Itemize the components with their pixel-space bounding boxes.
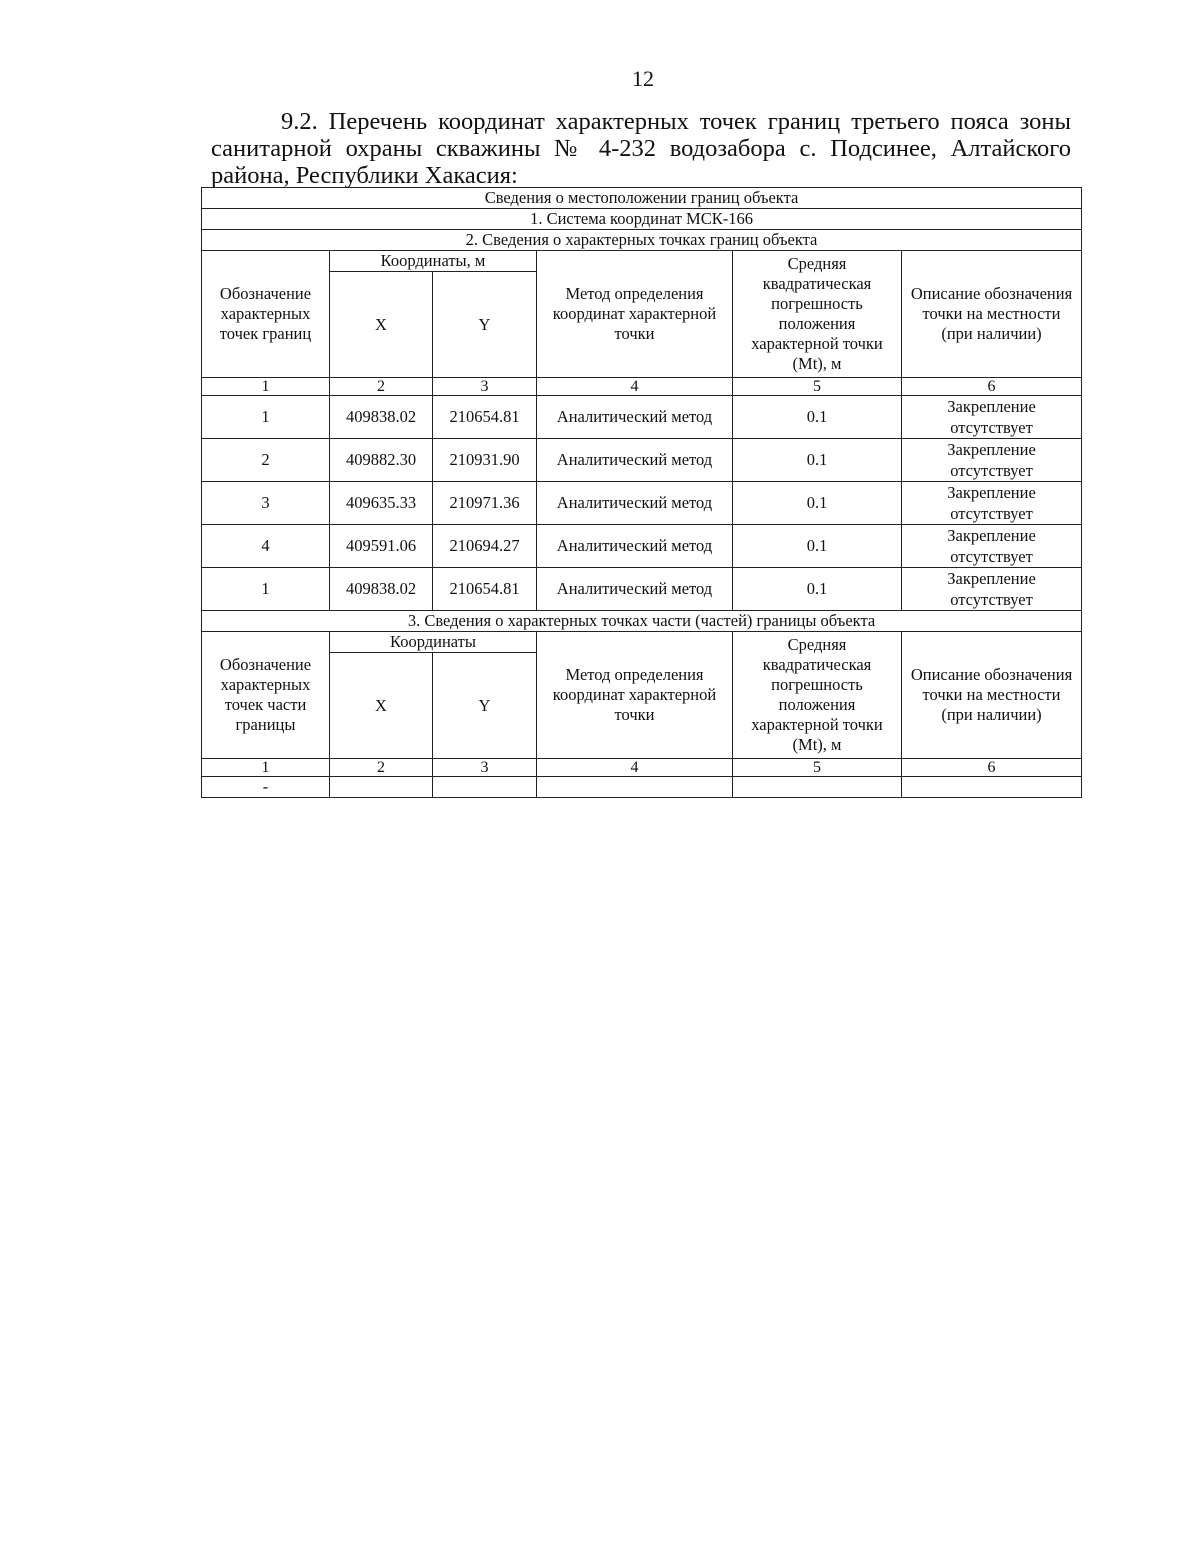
header-part-description: Описание обозначения точки на местности (при наличии) (902, 632, 1082, 759)
cell-empty (902, 777, 1082, 798)
column-number: 6 (902, 378, 1082, 396)
column-numbers-row (202, 759, 1082, 777)
heading-text: 9.2. Перечень координат характерных точек границ третьего пояса зоны санитарной охраны скважины № 4-232 водозабора с. Подсинее, Алтайского района, Республики Хакасия: (211, 108, 1071, 189)
section-boundary-points: 2. Сведения о характерных точках границ объекта (202, 230, 1082, 251)
cell-point: 1 (202, 568, 330, 611)
column-number: 3 (433, 759, 537, 777)
cell-description: Закрепление отсутствует (902, 439, 1082, 482)
table-row (202, 396, 1082, 439)
column-number: 1 (202, 759, 330, 777)
cell-empty (433, 777, 537, 798)
cell-description: Закрепление отсутствует (902, 482, 1082, 525)
cell-method: Аналитический метод (537, 568, 733, 611)
cell-description: Закрепление отсутствует (902, 525, 1082, 568)
cell-error: 0.1 (733, 568, 902, 611)
header-coordinates: Координаты, м (330, 251, 537, 272)
column-numbers-row (202, 378, 1082, 396)
cell-point: 2 (202, 439, 330, 482)
section-coordinate-system: 1. Система координат МСК-166 (202, 209, 1082, 230)
cell-x: 409838.02 (330, 568, 433, 611)
document-heading (211, 108, 1071, 189)
coordinates-table (201, 187, 1082, 798)
section-part-boundary-points: 3. Сведения о характерных точках части (частей) границы объекта (202, 611, 1082, 632)
cell-point: 1 (202, 396, 330, 439)
cell-empty-mark: - (202, 777, 330, 798)
table-row (202, 525, 1082, 568)
cell-y: 210654.81 (433, 568, 537, 611)
header-part-y: Y (433, 653, 537, 759)
column-number: 5 (733, 378, 902, 396)
table-row (202, 568, 1082, 611)
header-description: Описание обозначения точки на местности (при наличии) (902, 251, 1082, 378)
table-row (202, 482, 1082, 525)
cell-description: Закрепление отсутствует (902, 396, 1082, 439)
cell-description: Закрепление отсутствует (902, 568, 1082, 611)
column-number: 2 (330, 759, 433, 777)
column-number: 4 (537, 378, 733, 396)
cell-x: 409882.30 (330, 439, 433, 482)
cell-point: 3 (202, 482, 330, 525)
header-y: Y (433, 272, 537, 378)
cell-x: 409635.33 (330, 482, 433, 525)
cell-y: 210694.27 (433, 525, 537, 568)
header-x: X (330, 272, 433, 378)
cell-empty (537, 777, 733, 798)
cell-error: 0.1 (733, 396, 902, 439)
cell-y: 210971.36 (433, 482, 537, 525)
cell-x: 409591.06 (330, 525, 433, 568)
cell-empty (733, 777, 902, 798)
header-part-x: X (330, 653, 433, 759)
column-number: 6 (902, 759, 1082, 777)
column-number: 3 (433, 378, 537, 396)
column-number: 5 (733, 759, 902, 777)
header-mean-error: Средняя квадратическая погрешность положения характерной точки (Mt), м (733, 251, 902, 378)
cell-error: 0.1 (733, 525, 902, 568)
header-part-coordinates: Координаты (330, 632, 537, 653)
page-number: 12 (632, 66, 654, 91)
cell-error: 0.1 (733, 482, 902, 525)
header-part-mean-error: Средняя квадратическая погрешность положения характерной точки (Mt), м (733, 632, 902, 759)
header-point-designation: Обозначение характерных точек границ (202, 251, 330, 378)
cell-method: Аналитический метод (537, 396, 733, 439)
column-number: 1 (202, 378, 330, 396)
header-method: Метод определения координат характерной точки (537, 251, 733, 378)
column-number: 4 (537, 759, 733, 777)
cell-x: 409838.02 (330, 396, 433, 439)
header-part-point-designation: Обозначение характерных точек части границы (202, 632, 330, 759)
cell-method: Аналитический метод (537, 482, 733, 525)
table-row (202, 777, 1082, 798)
cell-method: Аналитический метод (537, 439, 733, 482)
column-number: 2 (330, 378, 433, 396)
table-title: Сведения о местоположении границ объекта (202, 188, 1082, 209)
cell-error: 0.1 (733, 439, 902, 482)
cell-y: 210654.81 (433, 396, 537, 439)
cell-method: Аналитический метод (537, 525, 733, 568)
cell-empty (330, 777, 433, 798)
table-row (202, 439, 1082, 482)
header-part-method: Метод определения координат характерной точки (537, 632, 733, 759)
cell-point: 4 (202, 525, 330, 568)
cell-y: 210931.90 (433, 439, 537, 482)
